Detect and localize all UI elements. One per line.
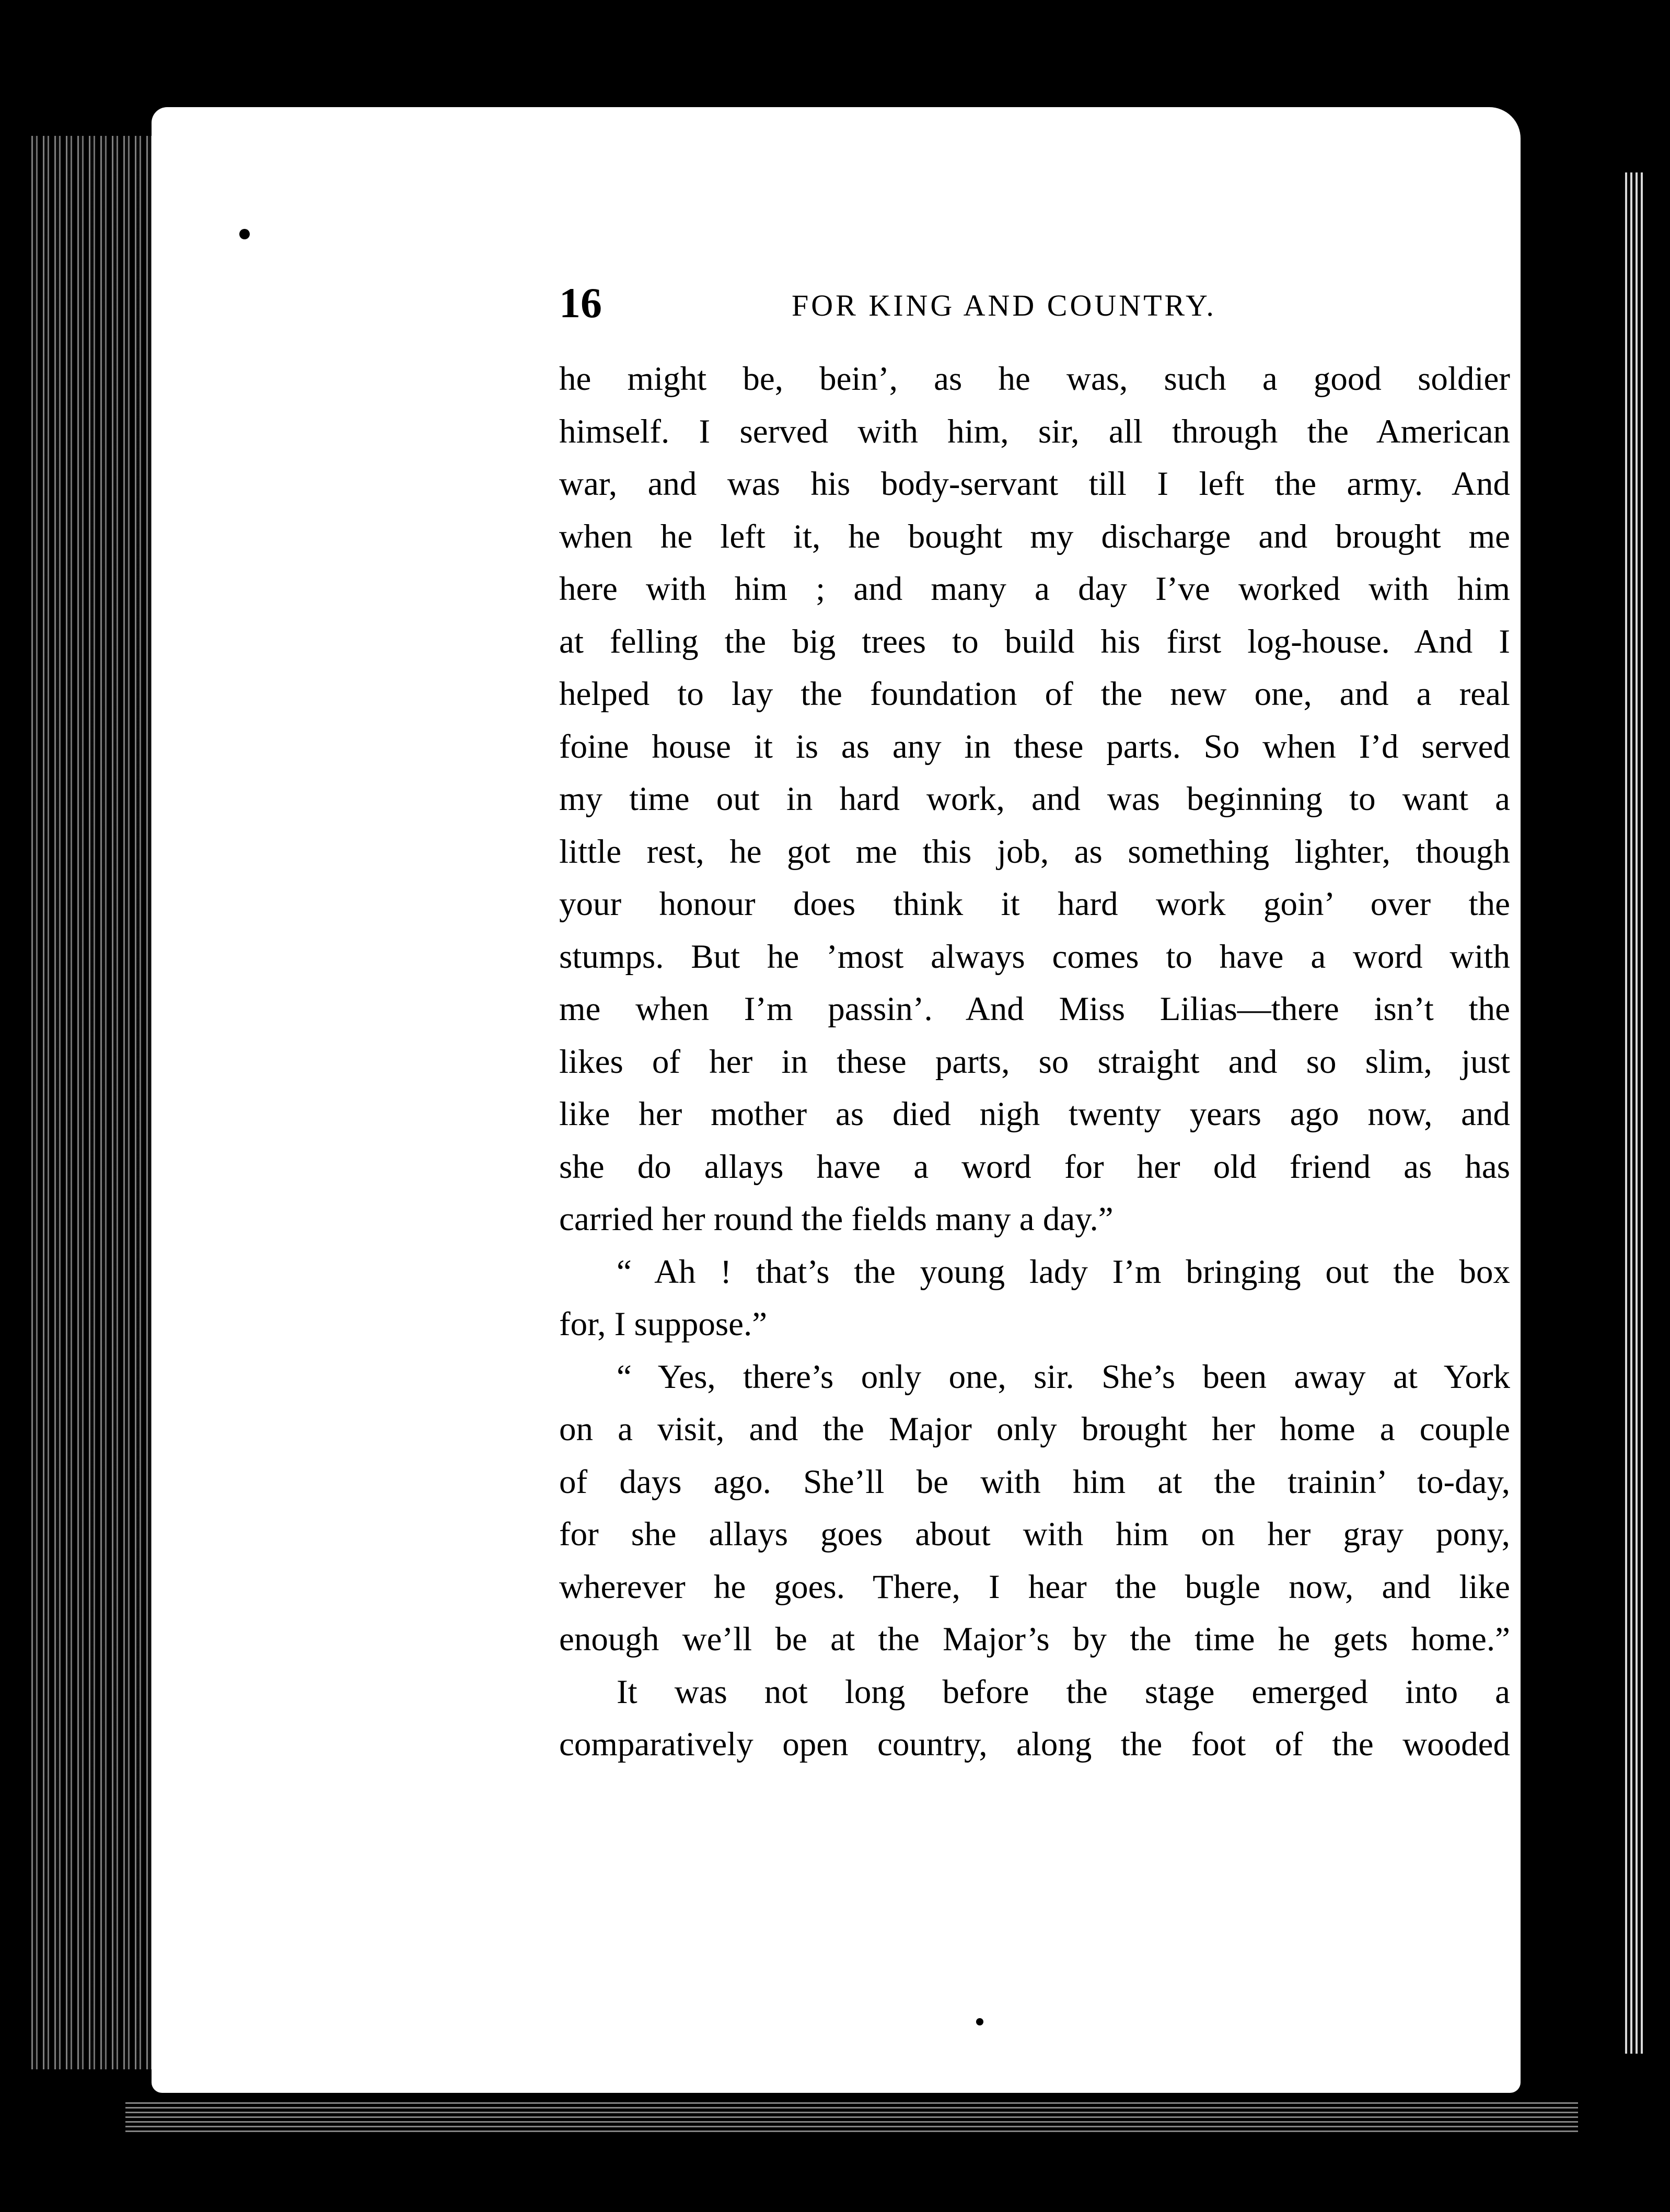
book-edge-bottom (125, 2101, 1578, 2132)
text-line: of days ago. She’ll be with him at the trainin’ to-day, (559, 1463, 1510, 1501)
text-line: me when I’m passin’. And Miss Lilias—there isn’t the (559, 990, 1510, 1028)
text-line: likes of her in these parts, so straight and so slim, just (559, 1043, 1510, 1081)
text-line: helped to lay the foundation of the new one, and a real (559, 675, 1510, 713)
running-head: FOR KING AND COUNTRY. (792, 288, 1216, 322)
text-line: It was not long before the stage emerged into a (617, 1673, 1510, 1711)
page-number: 16 (559, 279, 602, 327)
text-line: carried her round the fields many a day.” (559, 1200, 1114, 1238)
text-line: stumps. But he ’most always comes to have a word with (559, 937, 1510, 976)
text-line: little rest, he got me this job, as something lighter, though (559, 832, 1510, 871)
text-line: like her mother as died nigh twenty years ago now, and (559, 1095, 1510, 1133)
ink-speck (239, 229, 250, 239)
page-header (559, 280, 1515, 327)
text-line: here with him ; and many a day I’ve worked with him (559, 570, 1510, 608)
text-line: foine house it is as any in these parts. So when I’d served (559, 727, 1510, 766)
text-line: my time out in hard work, and was beginning to want a (559, 780, 1510, 818)
text-line: enough we’ll be at the Major’s by the time he gets home.” (559, 1620, 1510, 1658)
text-line: “ Ah ! that’s the young lady I’m bringing out the box (617, 1253, 1510, 1291)
book-edge-right (1625, 172, 1646, 2054)
text-line: he might be, bein’, as he was, such a good soldier (559, 360, 1510, 398)
text-line: she do allays have a word for her old friend as has (559, 1148, 1510, 1186)
text-line: at felling the big trees to build his first log-house. And I (559, 622, 1510, 661)
text-line: on a visit, and the Major only brought her home a couple (559, 1410, 1510, 1448)
ink-speck (976, 2018, 983, 2025)
text-line: for, I suppose.” (559, 1305, 768, 1343)
text-line: wherever he goes. There, I hear the bugle now, and like (559, 1568, 1510, 1606)
text-line: when he left it, he bought my discharge and brought me (559, 517, 1510, 555)
text-line: “ Yes, there’s only one, sir. She’s been away at York (617, 1358, 1510, 1396)
text-line: for she allays goes about with him on her gray pony, (559, 1515, 1510, 1553)
text-line: your honour does think it hard work goin’ over the (559, 885, 1510, 923)
body-text (559, 353, 1510, 1771)
text-line: comparatively open country, along the foot of the wooded (559, 1725, 1510, 1763)
book-edge-left (31, 136, 152, 2069)
text-line: war, and was his body-servant till I left the army. And (559, 465, 1510, 503)
text-line: himself. I served with him, sir, all through the American (559, 412, 1510, 450)
